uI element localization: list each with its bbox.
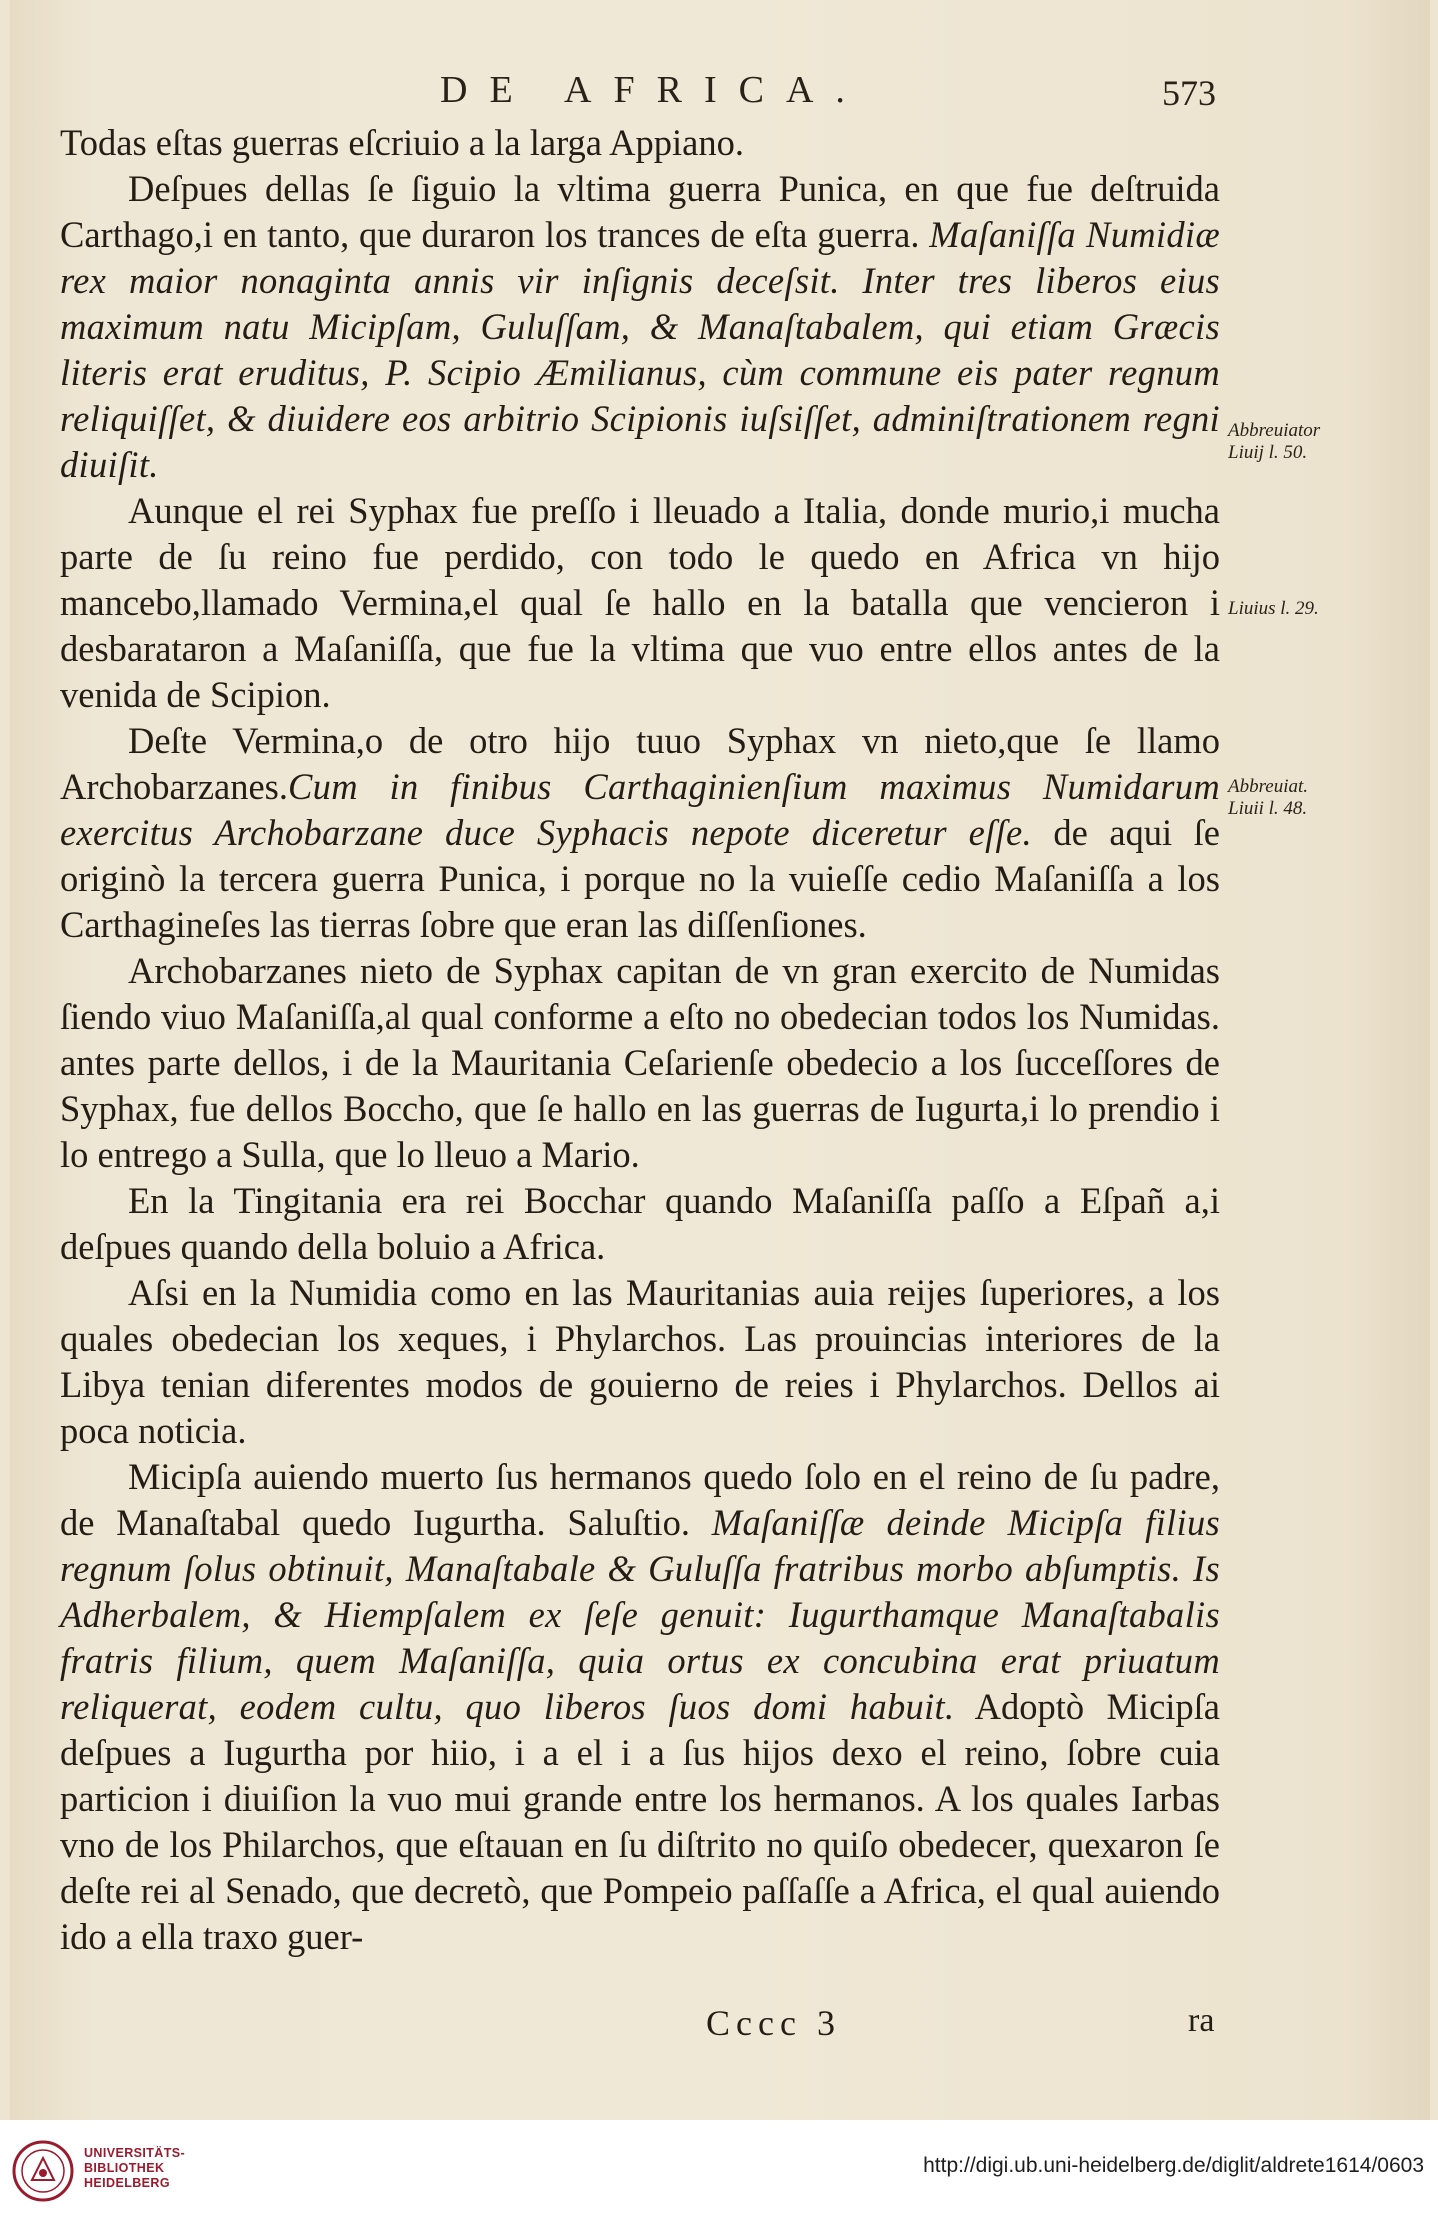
text-run: En la Tingitania era rei Bocchar quando Maſaniſſa paſſo a Eſpañ a,i deſpues quando della boluio a Africa. [60, 1180, 1220, 1267]
paragraph [60, 488, 1220, 718]
margin-note [1228, 776, 1308, 820]
library-name [84, 2146, 185, 2191]
page-number: 573 [1162, 73, 1216, 113]
margin-note-line: Liuius l. 29. [1228, 598, 1319, 619]
text-run: Deſpues dellas ſe ſiguio la vltima guerra Punica, en que fue deſtruida Carthago,i en tanto, que duraron los trances de eſta guerra. [60, 168, 1220, 255]
paragraph [60, 948, 1220, 1178]
text-run: Archobarzanes nieto de Syphax capitan de vn gran exercito de Numidas ſiendo viuo Maſaniſſa,al qual conforme a eſto no obedecian todos los Numidas. antes parte dellos, i de la Mauritania Ceſarienſe obedecio a los ſucceſſores de Syphax, fue dellos Boccho, que ſe hallo en las guerras de Iugurta,i lo prendio i lo entrego a Sulla, que lo lleuo a Mario. [60, 950, 1220, 1175]
paragraph [60, 120, 1220, 166]
catchword: ra [1188, 2002, 1215, 2039]
source-url[interactable]: http://digi.ub.uni-heidelberg.de/diglit/aldrete1614/0603 [923, 2154, 1424, 2177]
latin-quotation: Maſaniſſæ deinde Micipſa filius regnum ſolus obtinuit, Manaſtabale & Guluſſa fratribus morbo abſumptis. Is Adherbalem, & Hiempſalem ex ſeſe genuit: Iugurthamque Manaſtabalis fratris filium, quem Maſaniſſa, quia ortus ex concubina erat priuatum reliquerat, eodem cultu, quo liberos ſuos domi habuit. [60, 1502, 1220, 1727]
library-name-line: UNIVERSITÄTS- [84, 2146, 186, 2160]
paragraph [60, 718, 1220, 948]
margin-note-line: Liuii l. 48. [1228, 798, 1308, 819]
text-run: Adoptò Micipſa deſpues a Iugurtha por hiio, i a el i a ſus hijos dexo el reino, ſobre cuia particion i diuiſion la vuo mui grande entre los hermanos. A los quales Iarbas vno de los Philarchos, que eſtauan en ſu diſtrito no quiſo obedecer, quexaron ſe deſte rei al Senado, que decretò, que Pompeio paſſaſſe a Africa, el qual auiendo ido a ella traxo guer- [60, 1686, 1221, 1957]
paragraph [60, 1178, 1220, 1270]
signature-mark: Cccc 3 [706, 2003, 841, 2043]
margin-note-line: Liuij l. 50. [1228, 442, 1308, 463]
text-run: Aunque el rei Syphax fue preſſo i lleuado a Italia, donde murio,i mucha parte de ſu reino fue perdido, con todo le quedo en Africa vn hijo mancebo,llamado Vermina,el qual ſe hallo en la batalla que vencieron i desbarataron a Maſaniſſa, que fue la vltima que vuo entre ellos antes de la venida de Scipion. [60, 490, 1220, 715]
text-run: de aqui ſe originò la tercera guerra Punica, i porque no la vuieſſe cedio Maſaniſſa a los Carthagineſes las tierras ſobre que eran las diſſenſiones. [60, 812, 1220, 945]
margin-note-line: Abbreuiator [1228, 420, 1321, 441]
margin-note-line: Abbreuiat. [1228, 776, 1309, 797]
library-name-line: BIBLIOTHEK [84, 2161, 165, 2175]
text-run: Micipſa auiendo muerto ſus hermanos quedo ſolo en el reino de ſu padre, de Manaſtabal quedo Iugurtha. Saluſtio. [60, 1456, 1220, 1543]
margin-note [1228, 420, 1320, 464]
paragraph [60, 1454, 1220, 1960]
body-text [60, 120, 1220, 1960]
text-run: Todas eſtas guerras eſcriuio a la larga Appiano. [60, 122, 744, 163]
running-head-title: DE AFRICA. [440, 69, 867, 111]
running-head [0, 68, 1438, 118]
footer [0, 2120, 1438, 2235]
paragraph [60, 166, 1220, 488]
text-run: Aſsi en la Numidia como en las Mauritanias auia reijes ſuperiores, a los quales obedecian los xeques, i Phylarchos. Las prouincias interiores de la Libya tenian diferentes modos de gouierno de reies i Phylarchos. Dellos ai poca noticia. [60, 1272, 1220, 1451]
latin-quotation: Cum in finibus Carthaginienſium maximus Numidarum exercitus Archobarzane duce Syphacis nepote diceretur eſſe. [60, 766, 1220, 853]
university-seal-icon [12, 2140, 74, 2202]
latin-quotation: Maſaniſſa Numidiæ rex maior nonaginta annis vir inſignis deceſsit. Inter tres liberos eius maximum natu Micipſam, Guluſſam, & Manaſtabalem, qui etiam Græcis literis erat eruditus, P. Scipio Æmilianus, cùm commune eis pater regnum reliquiſſet, & diuidere eos arbitrio Scipionis iuſsiſſet, adminiſtrationem regni diuiſit. [60, 214, 1220, 485]
library-name-line: HEIDELBERG [84, 2176, 170, 2190]
paragraph [60, 1270, 1220, 1454]
text-run: Deſte Vermina,o de otro hijo tuuo Syphax vn nieto,que ſe llamo Archobarzanes. [60, 720, 1220, 807]
margin-note [1228, 598, 1319, 620]
